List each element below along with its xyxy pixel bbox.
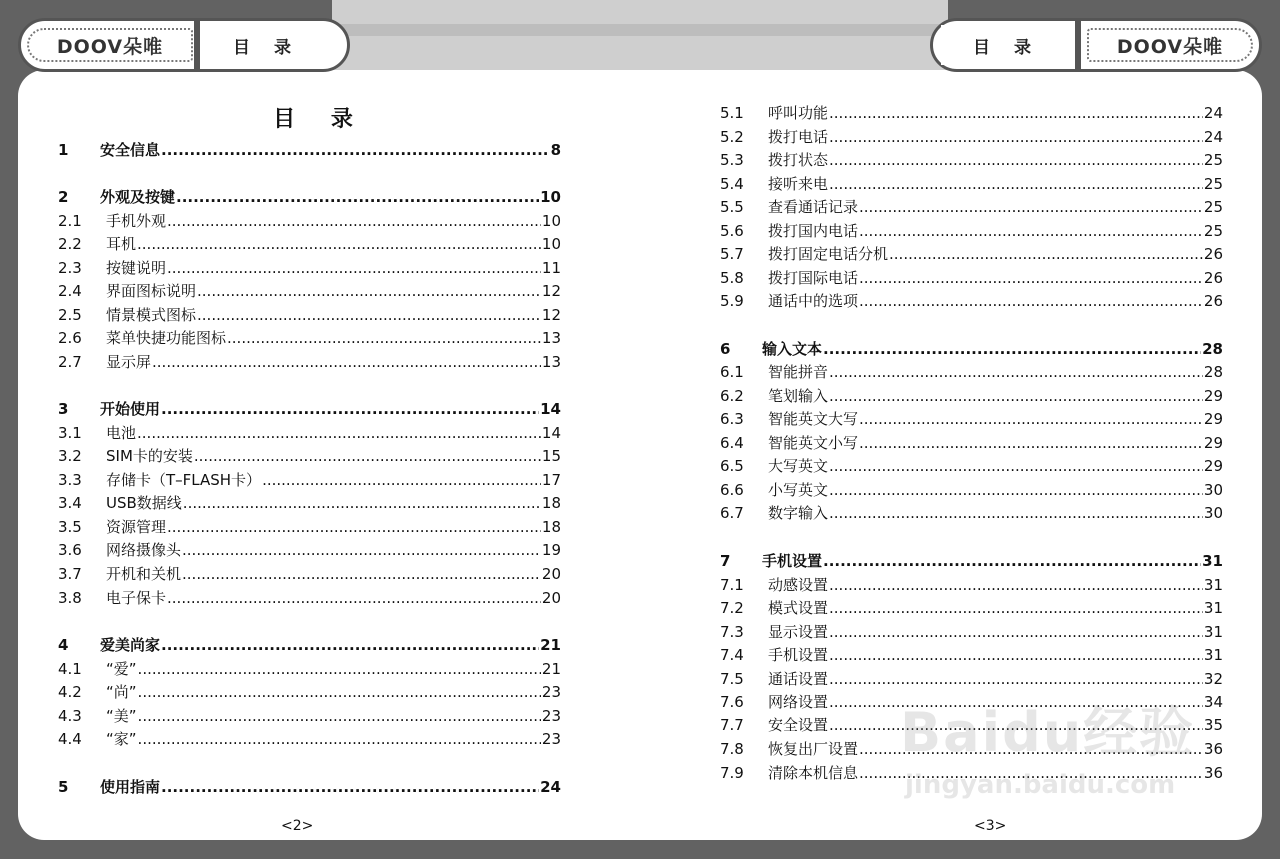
toc-entry[interactable] <box>720 550 1223 570</box>
toc-leader-dots <box>161 778 539 796</box>
toc-entry-number: 3.7 <box>58 565 82 583</box>
logo-frame <box>1087 28 1253 62</box>
toc-entry-page: 30 <box>1203 481 1223 499</box>
toc-leader-dots <box>829 151 1203 169</box>
toc-entry[interactable] <box>58 210 561 230</box>
toc-entry-label: “美” <box>106 707 137 725</box>
toc-entry-label: 数字输入 <box>768 504 829 522</box>
toc-entry-page: 10 <box>541 235 561 253</box>
toc-entry-number: 4.2 <box>58 683 82 701</box>
toc-entry[interactable] <box>58 681 561 701</box>
toc-entry-label: 接听来电 <box>768 175 829 193</box>
header-title-box <box>201 25 323 65</box>
toc-entry[interactable] <box>58 705 561 725</box>
toc-entry[interactable] <box>58 327 561 347</box>
toc-leader-dots <box>138 707 541 725</box>
toc-entry[interactable] <box>58 492 561 512</box>
toc-leader-dots <box>176 188 539 206</box>
toc-entry-page: 31 <box>1202 552 1223 570</box>
toc-entry-label: 大写英文 <box>768 457 829 475</box>
toc-entry[interactable] <box>720 361 1223 381</box>
toc-leader-dots <box>183 494 541 512</box>
toc-entry-label: 网络摄像头 <box>106 541 182 559</box>
toc-entry[interactable] <box>720 338 1223 358</box>
toc-leader-dots <box>829 457 1203 475</box>
toc-entry-page: 18 <box>541 518 561 536</box>
toc-entry[interactable] <box>720 220 1223 240</box>
toc-entry[interactable] <box>720 432 1223 452</box>
toc-entry-number: 5.9 <box>720 292 744 310</box>
toc-entry-page: 24 <box>1203 104 1223 122</box>
toc-entry-page: 12 <box>541 282 561 300</box>
toc-entry-page: 26 <box>1203 292 1223 310</box>
toc-entry-page: 23 <box>541 730 561 748</box>
toc-entry-number: 6.5 <box>720 457 744 475</box>
toc-entry-page: 34 <box>1203 693 1223 711</box>
toc-entry-label: 笔划输入 <box>768 387 829 405</box>
toc-leader-dots <box>829 504 1203 522</box>
toc-entry-page: 28 <box>1203 363 1223 381</box>
toc-leader-dots <box>167 518 541 536</box>
toc-entry-page: 32 <box>1203 670 1223 688</box>
toc-entry-number: 5.2 <box>720 128 744 146</box>
toc-entry[interactable] <box>58 280 561 300</box>
toc-entry-number: 7.4 <box>720 646 744 664</box>
toc-entry[interactable] <box>720 668 1223 688</box>
toc-title: 目 录 <box>273 107 367 132</box>
toc-entry-label: 显示屏 <box>106 353 152 371</box>
page-number-right: <3> <box>974 818 1007 834</box>
toc-entry-label: 电池 <box>106 424 137 442</box>
toc-entry[interactable] <box>58 186 561 206</box>
toc-leader-dots <box>182 541 541 559</box>
toc-entry-page: 29 <box>1203 434 1223 452</box>
toc-entry-page: 25 <box>1203 198 1223 216</box>
logo-frame <box>27 28 193 62</box>
toc-entry-label: 智能英文小写 <box>768 434 859 452</box>
toc-entry-number: 3.3 <box>58 471 82 489</box>
toc-entry-label: 耳机 <box>106 235 137 253</box>
toc-entry-page: 20 <box>541 565 561 583</box>
toc-entry-page: 11 <box>541 259 561 277</box>
toc-entry-page: 14 <box>541 424 561 442</box>
toc-leader-dots <box>167 212 541 230</box>
toc-entry-page: 20 <box>541 589 561 607</box>
toc-entry[interactable] <box>720 479 1223 499</box>
toc-entry-number: 3.5 <box>58 518 82 536</box>
toc-entry[interactable] <box>58 304 561 324</box>
toc-leader-dots <box>137 424 541 442</box>
toc-entry-label: 模式设置 <box>768 599 829 617</box>
toc-entry-number: 3.4 <box>58 494 82 512</box>
toc-leader-dots <box>197 306 541 324</box>
header-title: 目录 <box>973 37 1055 58</box>
toc-entry[interactable] <box>58 139 561 159</box>
toc-entry[interactable] <box>58 658 561 678</box>
toc-entry[interactable] <box>58 776 561 796</box>
toc-entry-number: 5.8 <box>720 269 744 287</box>
toc-entry-page: 31 <box>1203 576 1223 594</box>
toc-entry-page: 26 <box>1203 269 1223 287</box>
toc-entry[interactable] <box>58 257 561 277</box>
toc-entry-number: 5.6 <box>720 222 744 240</box>
toc-entry-label: 开机和关机 <box>106 565 182 583</box>
toc-leader-dots <box>161 400 539 418</box>
toc-entry[interactable] <box>720 574 1223 594</box>
toc-entry[interactable] <box>720 126 1223 146</box>
doov-logo: DOOV朵唯 <box>56 35 164 58</box>
toc-leader-dots <box>829 387 1203 405</box>
toc-entry-page: 10 <box>541 212 561 230</box>
toc-leader-dots <box>227 329 541 347</box>
toc-entry-page: 25 <box>1203 222 1223 240</box>
toc-leader-dots <box>829 623 1203 641</box>
toc-entry-number: 3.1 <box>58 424 82 442</box>
toc-entry[interactable] <box>58 634 561 654</box>
toc-leader-dots <box>167 589 541 607</box>
toc-entry-page: 15 <box>541 447 561 465</box>
toc-entry-number: 2.4 <box>58 282 82 300</box>
toc-entry[interactable] <box>720 385 1223 405</box>
toc-entry[interactable] <box>720 455 1223 475</box>
toc-entry-number: 7.6 <box>720 693 744 711</box>
toc-entry-number: 4.4 <box>58 730 82 748</box>
toc-entry-label: 手机外观 <box>106 212 167 230</box>
toc-leader-dots <box>859 198 1203 216</box>
toc-entry-number: 4.1 <box>58 660 82 678</box>
toc-entry-number: 7.9 <box>720 764 744 782</box>
toc-entry-number: 2.2 <box>58 235 82 253</box>
toc-entry[interactable] <box>58 351 561 371</box>
toc-entry[interactable] <box>720 243 1223 263</box>
baidu-watermark: Baidu经验 <box>900 701 1196 764</box>
toc-leader-dots <box>829 175 1203 193</box>
toc-leader-dots <box>823 552 1201 570</box>
toc-entry[interactable] <box>720 196 1223 216</box>
toc-entry-number: 6.3 <box>720 410 744 428</box>
toc-leader-dots <box>859 410 1203 428</box>
toc-entry[interactable] <box>720 502 1223 522</box>
toc-entry-label: 开始使用 <box>100 400 161 418</box>
toc-entry-label: 呼叫功能 <box>768 104 829 122</box>
toc-entry[interactable] <box>58 728 561 748</box>
toc-entry-number: 2.6 <box>58 329 82 347</box>
toc-entry[interactable] <box>720 290 1223 310</box>
toc-entry-label: 智能英文大写 <box>768 410 859 428</box>
toc-entry-label: 外观及按键 <box>100 188 176 206</box>
toc-entry-label: 查看通话记录 <box>768 198 859 216</box>
toc-leader-dots <box>829 363 1203 381</box>
left-header-tab <box>18 18 350 72</box>
page-number-left: <2> <box>281 818 314 834</box>
toc-entry-label: SIM卡的安装 <box>106 447 193 465</box>
toc-entry-number: 5.7 <box>720 245 744 263</box>
strip-bar <box>332 24 948 36</box>
header-title: 目录 <box>233 37 315 58</box>
toc-entry-label: 电子保卡 <box>106 589 167 607</box>
toc-entry-page: 29 <box>1203 457 1223 475</box>
toc-leader-dots <box>829 481 1203 499</box>
toc-entry-number: 2 <box>58 188 69 206</box>
toc-entry-page: 14 <box>540 400 561 418</box>
toc-leader-dots <box>859 434 1203 452</box>
toc-entry-page: 8 <box>550 141 561 159</box>
toc-entry[interactable] <box>58 539 561 559</box>
toc-entry-number: 7.3 <box>720 623 744 641</box>
right-header-tab <box>930 18 1262 72</box>
toc-entry[interactable] <box>58 233 561 253</box>
header-separator <box>194 21 200 69</box>
toc-entry-number: 6.7 <box>720 504 744 522</box>
toc-entry-number: 1 <box>58 141 69 159</box>
toc-entry-number: 2.3 <box>58 259 82 277</box>
toc-entry-label: “尚” <box>106 683 137 701</box>
toc-entry-label: 小写英文 <box>768 481 829 499</box>
toc-leader-dots <box>152 353 541 371</box>
toc-entry-label: 存储卡（T–FLASH卡） <box>106 471 262 489</box>
toc-entry-number: 6.2 <box>720 387 744 405</box>
toc-entry-page: 19 <box>541 541 561 559</box>
toc-entry-label: 界面图标说明 <box>106 282 197 300</box>
toc-entry-page: 10 <box>540 188 561 206</box>
toc-entry-page: 36 <box>1203 764 1223 782</box>
toc-leader-dots <box>829 646 1203 664</box>
toc-entry[interactable] <box>720 621 1223 641</box>
toc-entry-label: 拨打状态 <box>768 151 829 169</box>
toc-entry-number: 4.3 <box>58 707 82 725</box>
toc-entry-page: 28 <box>1202 340 1223 358</box>
toc-entry[interactable] <box>58 516 561 536</box>
toc-entry-page: 17 <box>541 471 561 489</box>
doov-logo: DOOV朵唯 <box>1116 35 1224 58</box>
toc-entry[interactable] <box>720 149 1223 169</box>
toc-entry-page: 31 <box>1203 599 1223 617</box>
toc-entry-label: “爱” <box>106 660 137 678</box>
toc-entry-number: 5.4 <box>720 175 744 193</box>
toc-entry-number: 6.6 <box>720 481 744 499</box>
toc-leader-dots <box>829 599 1203 617</box>
toc-entry-number: 6.1 <box>720 363 744 381</box>
toc-entry-page: 18 <box>541 494 561 512</box>
toc-entry-page: 25 <box>1203 151 1223 169</box>
header-separator <box>1075 21 1081 69</box>
toc-leader-dots <box>829 670 1203 688</box>
toc-entry-number: 5 <box>58 778 69 796</box>
toc-entry-label: 拨打固定电话分机 <box>768 245 889 263</box>
toc-entry[interactable] <box>58 587 561 607</box>
toc-leader-dots <box>859 292 1203 310</box>
toc-entry-number: 4 <box>58 636 69 654</box>
toc-leader-dots <box>829 576 1203 594</box>
toc-entry-number: 6.4 <box>720 434 744 452</box>
toc-entry-page: 21 <box>540 636 561 654</box>
toc-entry-label: “家” <box>106 730 137 748</box>
toc-entry-label: 拨打国际电话 <box>768 269 859 287</box>
toc-entry-label: 动感设置 <box>768 576 829 594</box>
toc-entry-label: 网络设置 <box>768 693 829 711</box>
toc-entry-page: 24 <box>1203 128 1223 146</box>
toc-entry-label: 安全设置 <box>768 716 829 734</box>
top-gray-strip <box>332 0 948 70</box>
toc-leader-dots <box>137 235 541 253</box>
toc-entry-number: 5.5 <box>720 198 744 216</box>
toc-leader-dots <box>829 128 1203 146</box>
toc-leader-dots <box>197 282 541 300</box>
toc-entry-page: 24 <box>540 778 561 796</box>
toc-entry[interactable] <box>720 644 1223 664</box>
toc-entry-label: 智能拼音 <box>768 363 829 381</box>
toc-entry-label: 通话设置 <box>768 670 829 688</box>
toc-entry[interactable] <box>720 597 1223 617</box>
toc-entry-page: 29 <box>1203 387 1223 405</box>
toc-entry-number: 2.5 <box>58 306 82 324</box>
toc-entry-number: 3.2 <box>58 447 82 465</box>
toc-leader-dots <box>138 683 541 701</box>
toc-entry-label: USB数据线 <box>106 494 182 512</box>
toc-entry-number: 5.3 <box>720 151 744 169</box>
toc-entry-number: 7.7 <box>720 716 744 734</box>
toc-entry-number: 3.6 <box>58 541 82 559</box>
toc-entry-number: 3.8 <box>58 589 82 607</box>
toc-entry-label: 拨打电话 <box>768 128 829 146</box>
toc-entry-label: 恢复出厂设置 <box>768 740 859 758</box>
toc-entry-page: 21 <box>541 660 561 678</box>
toc-entry-label: 爱美尚家 <box>100 636 161 654</box>
toc-entry-label: 清除本机信息 <box>768 764 859 782</box>
toc-entry-page: 31 <box>1203 646 1223 664</box>
toc-leader-dots <box>138 730 541 748</box>
toc-entry[interactable] <box>720 102 1223 122</box>
toc-entry-number: 7.2 <box>720 599 744 617</box>
toc-entry-label: 显示设置 <box>768 623 829 641</box>
toc-entry-page: 13 <box>541 353 561 371</box>
toc-entry-number: 2.1 <box>58 212 82 230</box>
toc-leader-dots <box>829 104 1203 122</box>
header-title-box <box>941 25 1063 65</box>
toc-entry[interactable] <box>720 408 1223 428</box>
toc-entry-label: 资源管理 <box>106 518 167 536</box>
toc-entry-label: 安全信息 <box>100 141 161 159</box>
toc-entry-number: 7 <box>720 552 731 570</box>
toc-leader-dots <box>859 222 1203 240</box>
toc-entry-page: 26 <box>1203 245 1223 263</box>
toc-leader-dots <box>823 340 1201 358</box>
toc-entry-number: 7.8 <box>720 740 744 758</box>
toc-entry-page: 25 <box>1203 175 1223 193</box>
toc-leader-dots <box>889 245 1203 263</box>
toc-entry-page: 13 <box>541 329 561 347</box>
toc-entry[interactable] <box>58 469 561 489</box>
toc-leader-dots <box>138 660 541 678</box>
toc-leader-dots <box>167 259 541 277</box>
toc-entry-page: 29 <box>1203 410 1223 428</box>
toc-entry[interactable] <box>58 422 561 442</box>
toc-leader-dots <box>859 269 1203 287</box>
toc-entry-number: 3 <box>58 400 69 418</box>
toc-entry-page: 12 <box>541 306 561 324</box>
toc-entry-page: 30 <box>1203 504 1223 522</box>
toc-entry-page: 35 <box>1203 716 1223 734</box>
toc-leader-dots <box>194 447 541 465</box>
toc-entry-label: 按键说明 <box>106 259 167 277</box>
baidu-watermark-url: jingyan.baidu.com <box>905 770 1176 800</box>
toc-entry[interactable] <box>58 398 561 418</box>
toc-leader-dots <box>161 636 539 654</box>
toc-entry-page: 23 <box>541 707 561 725</box>
toc-entry-number: 6 <box>720 340 731 358</box>
toc-entry-number: 7.1 <box>720 576 744 594</box>
toc-entry-page: 31 <box>1203 623 1223 641</box>
toc-entry-label: 菜单快捷功能图标 <box>106 329 227 347</box>
toc-entry[interactable] <box>58 445 561 465</box>
toc-entry-label: 输入文本 <box>762 340 823 358</box>
toc-entry-number: 2.7 <box>58 353 82 371</box>
toc-entry-number: 5.1 <box>720 104 744 122</box>
toc-entry-label: 手机设置 <box>762 552 823 570</box>
toc-entry[interactable] <box>720 267 1223 287</box>
toc-entry[interactable] <box>720 173 1223 193</box>
toc-leader-dots <box>182 565 541 583</box>
toc-entry-label: 使用指南 <box>100 778 161 796</box>
toc-entry-label: 通话中的选项 <box>768 292 859 310</box>
toc-entry-label: 拨打国内电话 <box>768 222 859 240</box>
toc-entry-number: 7.5 <box>720 670 744 688</box>
toc-entry[interactable] <box>58 563 561 583</box>
toc-leader-dots <box>161 141 550 159</box>
toc-entry-page: 23 <box>541 683 561 701</box>
toc-entry-label: 情景模式图标 <box>106 306 197 324</box>
toc-leader-dots <box>262 471 541 489</box>
toc-entry-label: 手机设置 <box>768 646 829 664</box>
toc-entry-page: 36 <box>1203 740 1223 758</box>
